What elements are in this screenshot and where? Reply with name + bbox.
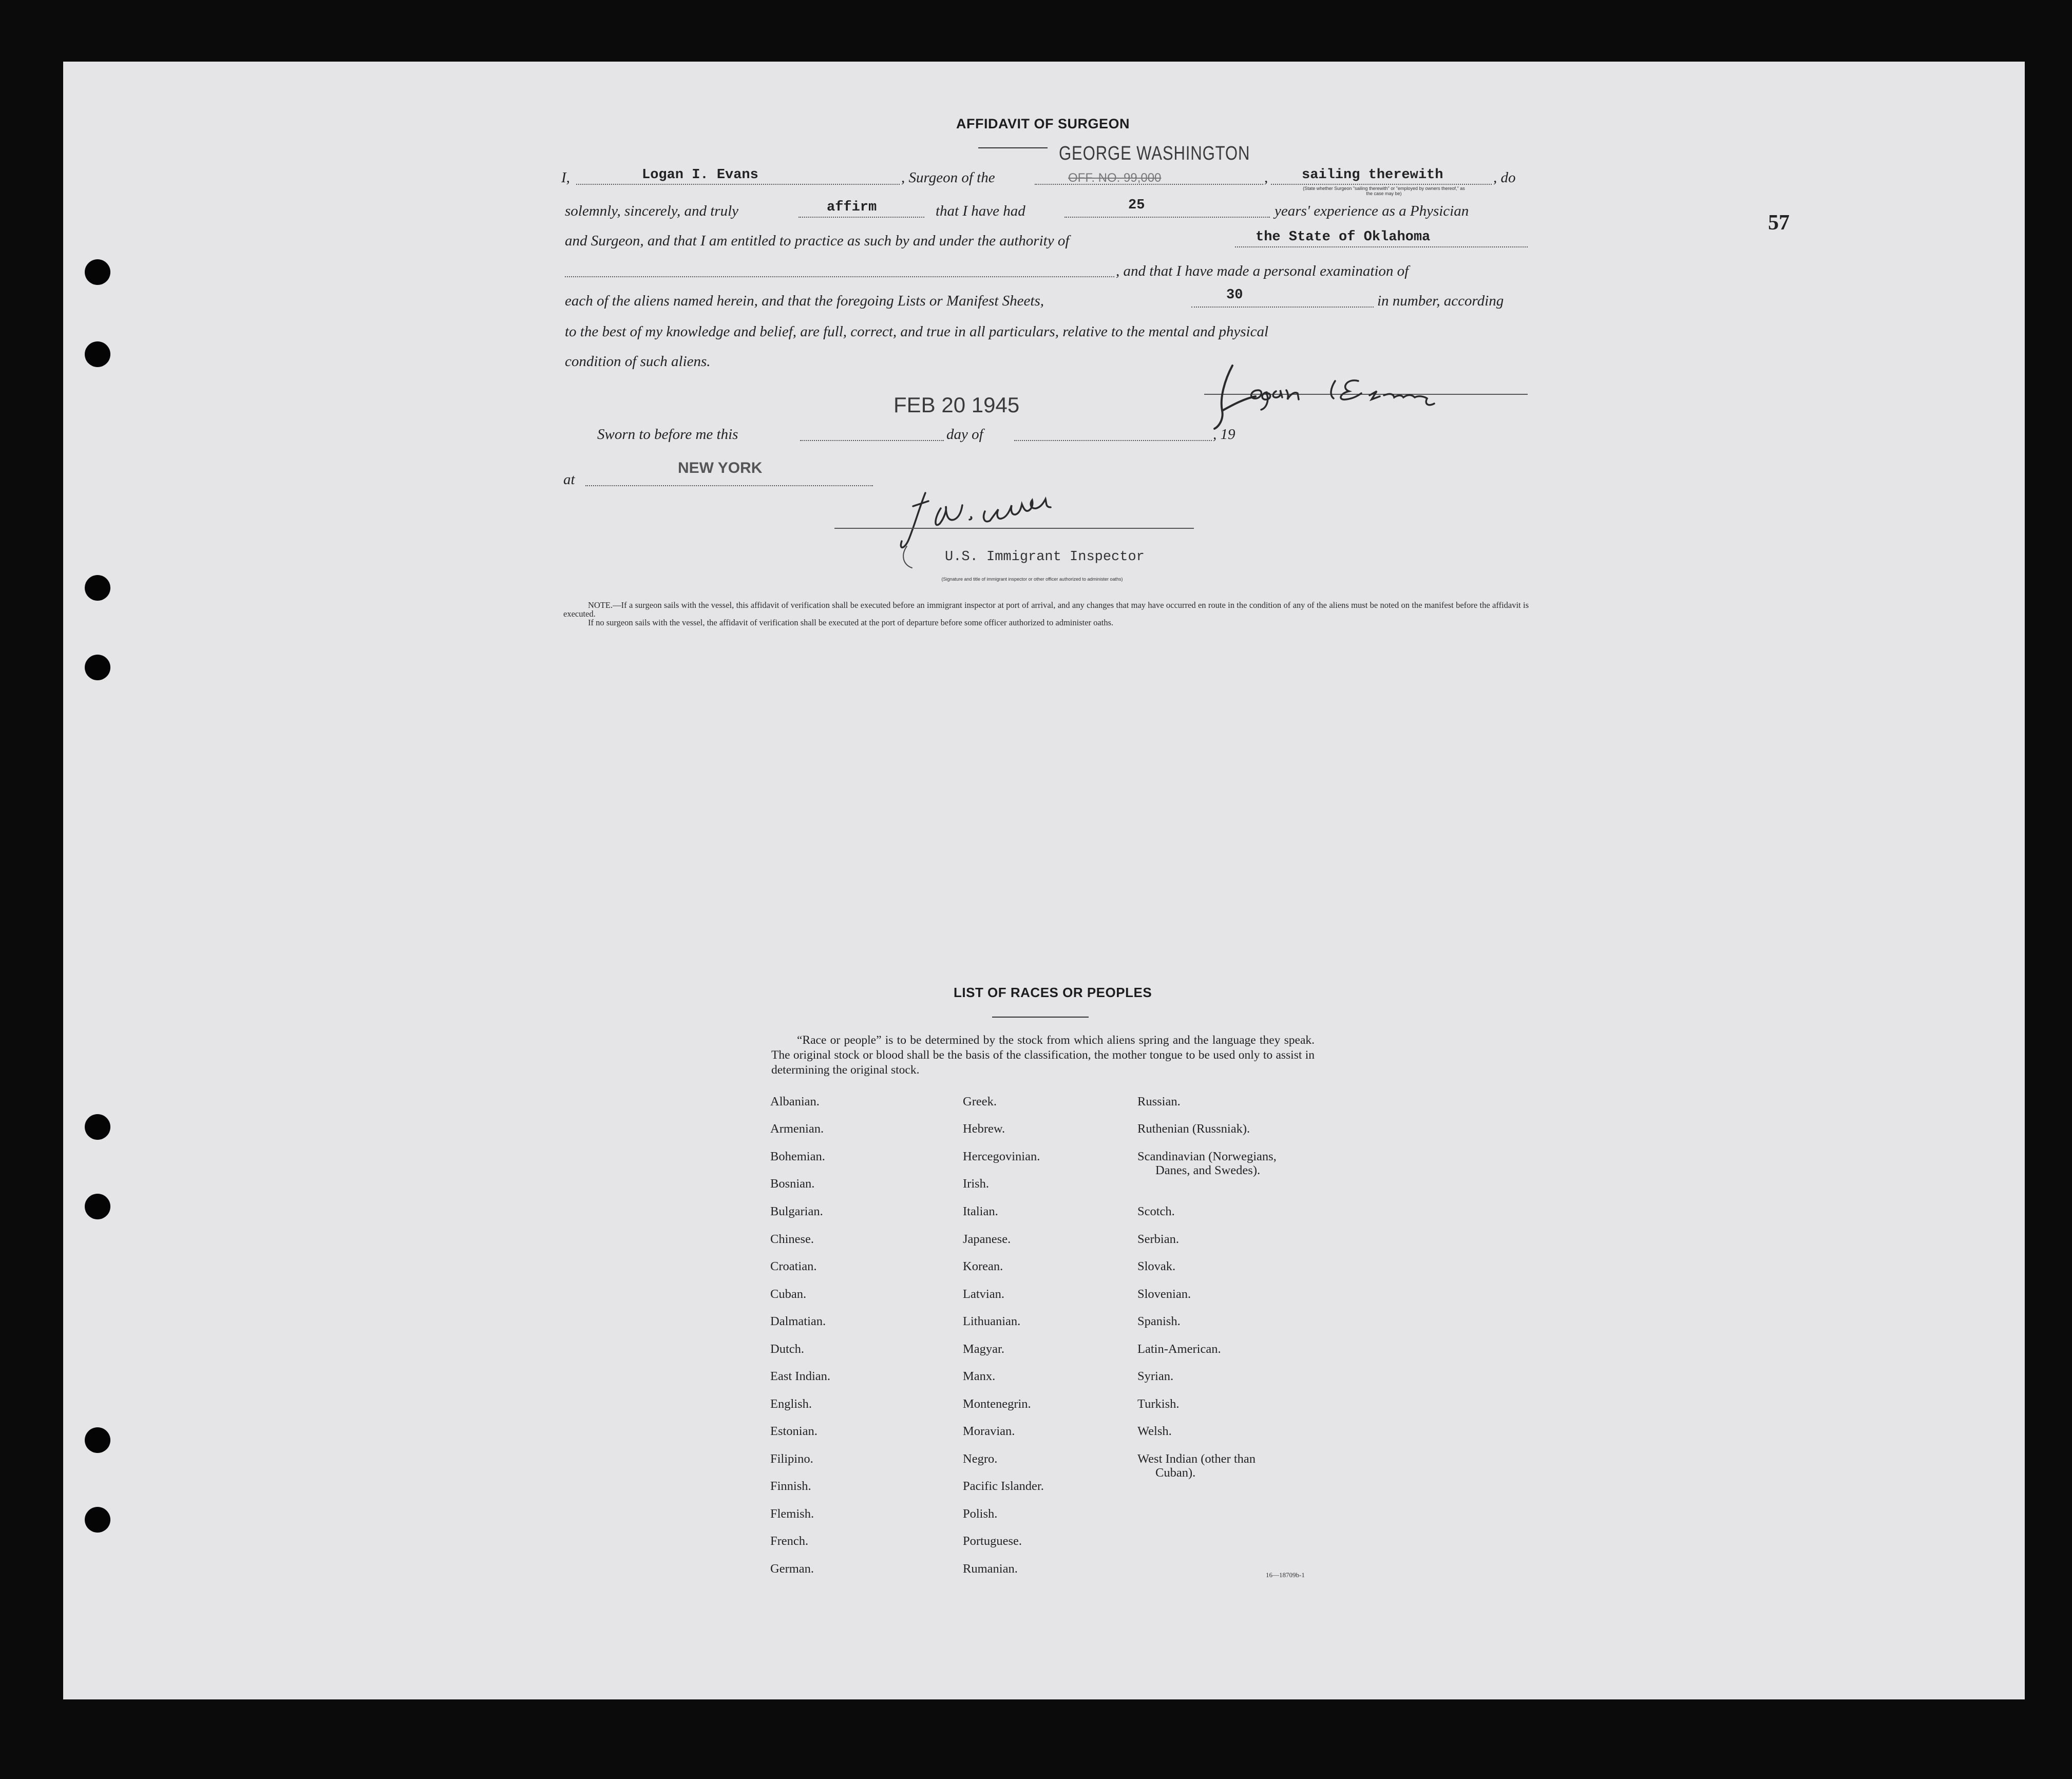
sailing-note: (State whether Surgeon "sailing therewith" or "employed by owners thereof," as the case may be): [1303, 186, 1465, 196]
line6-text: to the best of my knowledge and belief, are full, correct, and true in all particulars, relative to the mental and physical: [565, 323, 1269, 340]
race-item: Dalmatian.: [770, 1314, 826, 1328]
line1-end: , do: [1493, 169, 1516, 186]
race-item: Irish.: [963, 1177, 990, 1191]
line1-pre: I,: [561, 169, 570, 186]
surgeon-signature: [1204, 354, 1523, 431]
surgeon-name: Logan I. Evans: [642, 167, 758, 183]
race-item: Korean.: [963, 1259, 1003, 1273]
races-title: LIST OF RACES OR PEOPLES: [954, 985, 1152, 1000]
race-item: Slovenian.: [1137, 1287, 1191, 1301]
line7-text: condition of such aliens.: [565, 353, 711, 370]
race-item: English.: [770, 1397, 812, 1411]
vessel-stamp: GEORGE WASHINGTON: [1059, 143, 1250, 164]
comma: ,: [1264, 169, 1268, 186]
authority-line-2: [565, 276, 1114, 277]
race-item: Portuguese.: [963, 1534, 1022, 1548]
race-item: German.: [770, 1562, 814, 1576]
race-item: Latvian.: [963, 1287, 1004, 1301]
race-item: Lithuanian.: [963, 1314, 1021, 1328]
line2-mid: that I have had: [936, 203, 1025, 219]
document-page: [63, 62, 2025, 1699]
vessel-struck-text: OFF. NO. 99,000: [1068, 171, 1162, 185]
race-item: Serbian.: [1137, 1232, 1179, 1246]
binder-hole: [85, 575, 110, 601]
race-item: Danes, and Swedes).: [1155, 1163, 1261, 1177]
inspector-title: U.S. Immigrant Inspector: [945, 549, 1145, 565]
binder-hole: [85, 259, 110, 285]
race-item: Slovak.: [1137, 1259, 1176, 1273]
sheets-line: [1191, 307, 1374, 308]
binder-hole: [85, 655, 110, 680]
race-item: Hercegovinian.: [963, 1150, 1040, 1163]
binder-hole: [85, 1507, 110, 1533]
inspector-caption: (Signature and title of immigrant inspector or other officer authorized to administer oaths): [941, 577, 1123, 582]
race-item: Bosnian.: [770, 1177, 815, 1191]
authority-line: [1235, 246, 1528, 247]
race-item: Rumanian.: [963, 1562, 1018, 1576]
sworn-day-line: [800, 440, 944, 441]
race-item: Turkish.: [1137, 1397, 1180, 1411]
affidavit-title: AFFIDAVIT OF SURGEON: [956, 116, 1130, 131]
race-item: Dutch.: [770, 1342, 804, 1356]
race-item: Latin-American.: [1137, 1342, 1221, 1356]
line2-pre: solemnly, sincerely, and truly: [565, 203, 739, 219]
title-rule: [978, 147, 1048, 148]
race-item: Moravian.: [963, 1424, 1015, 1438]
page-number: 57: [1768, 211, 1790, 235]
note-paragraph-2: [588, 618, 1528, 627]
sheets-value: 30: [1226, 288, 1243, 303]
race-item: Greek.: [963, 1095, 997, 1108]
binder-hole: [85, 1194, 110, 1219]
race-item: Croatian.: [770, 1259, 817, 1273]
race-item: Manx.: [963, 1369, 996, 1383]
line1-mid: , Surgeon of the: [901, 169, 995, 186]
authority-value: the State of Oklahoma: [1256, 229, 1431, 245]
line4-text: , and that I have made a personal examination of: [1116, 263, 1409, 279]
race-item: Polish.: [963, 1507, 998, 1521]
place-stamp: NEW YORK: [678, 460, 763, 476]
form-number: 16—18709b-1: [1266, 1571, 1305, 1579]
binder-hole: [85, 1427, 110, 1453]
race-item: Flemish.: [770, 1507, 814, 1521]
race-item: Chinese.: [770, 1232, 814, 1246]
race-item: Magyar.: [963, 1342, 1004, 1356]
surgeon-name-line: [576, 184, 900, 185]
sailing-status: sailing therewith: [1302, 167, 1443, 183]
race-item: Negro.: [963, 1452, 998, 1466]
years-value: 25: [1128, 198, 1145, 213]
race-item: Japanese.: [963, 1232, 1011, 1246]
race-item: Spanish.: [1137, 1314, 1181, 1328]
race-item: Armenian.: [770, 1122, 824, 1136]
note-paragraph-1: [563, 601, 1529, 618]
at-label: at: [563, 471, 575, 488]
place-line: [585, 485, 873, 486]
sworn-month-line: [1014, 440, 1212, 441]
affirm-word: affirm: [827, 200, 877, 215]
year-label: , 19: [1213, 426, 1235, 443]
race-item: Finnish.: [770, 1479, 811, 1493]
race-item: Hebrew.: [963, 1122, 1005, 1136]
race-item: Bulgarian.: [770, 1204, 823, 1218]
binder-hole: [85, 1114, 110, 1140]
line5-pre: each of the aliens named herein, and that the foregoing Lists or Manifest Sheets,: [565, 293, 1044, 309]
race-item: Albanian.: [770, 1095, 820, 1108]
note-label: NOTE.: [588, 600, 613, 610]
race-item: West Indian (other than: [1137, 1452, 1256, 1466]
sworn-date-stamp: FEB 20 1945: [894, 393, 1020, 417]
race-item: Italian.: [963, 1204, 998, 1218]
races-intro-text: “Race or people” is to be determined by the stock from which aliens spring and the language they speak. The original stock or blood shall be the basis of the classification, the mother tongue to be used only to assist in determining the original stock.: [771, 1034, 1315, 1077]
race-item: Cuban.: [770, 1287, 807, 1301]
sworn-pre: Sworn to before me this: [597, 426, 738, 443]
day-of-label: day of: [946, 426, 983, 443]
races-intro: [771, 1033, 1315, 1078]
races-title-rule: [992, 1017, 1089, 1018]
race-item: Estonian.: [770, 1424, 818, 1438]
line2-end: years' experience as a Physician: [1275, 203, 1469, 219]
line5-end: in number, according: [1377, 293, 1504, 309]
race-item: French.: [770, 1534, 809, 1548]
line3-pre: and Surgeon, and that I am entitled to practice as such by and under the authority of: [565, 233, 1070, 249]
race-item: Russian.: [1137, 1095, 1181, 1108]
note-text-2: If no surgeon sails with the vessel, the affidavit of verification shall be executed at the port of departure before some officer authorized to administer oaths.: [588, 618, 1114, 627]
race-item: Ruthenian (Russniak).: [1137, 1122, 1250, 1136]
race-item: Bohemian.: [770, 1150, 825, 1163]
race-item: Pacific Islander.: [963, 1479, 1044, 1493]
race-item: Scotch.: [1137, 1204, 1175, 1218]
sailing-line: [1271, 184, 1492, 185]
years-line: [1064, 217, 1270, 218]
note-text-1: —If a surgeon sails with the vessel, this affidavit of verification shall be executed before an immigrant inspector at port of arrival, and any changes that may have occurred en route in the condition of any of the aliens must be noted on the manifest before the affidavit is executed.: [563, 600, 1529, 619]
inspector-signature-line: [834, 528, 1194, 529]
binder-hole: [85, 341, 110, 367]
race-item: Scandinavian (Norwegians,: [1137, 1150, 1277, 1163]
affirm-line: [799, 217, 924, 218]
race-item: Cuban).: [1155, 1466, 1196, 1480]
race-item: East Indian.: [770, 1369, 831, 1383]
race-item: Filipino.: [770, 1452, 813, 1466]
race-item: Welsh.: [1137, 1424, 1172, 1438]
race-item: Syrian.: [1137, 1369, 1174, 1383]
race-item: Montenegrin.: [963, 1397, 1031, 1411]
